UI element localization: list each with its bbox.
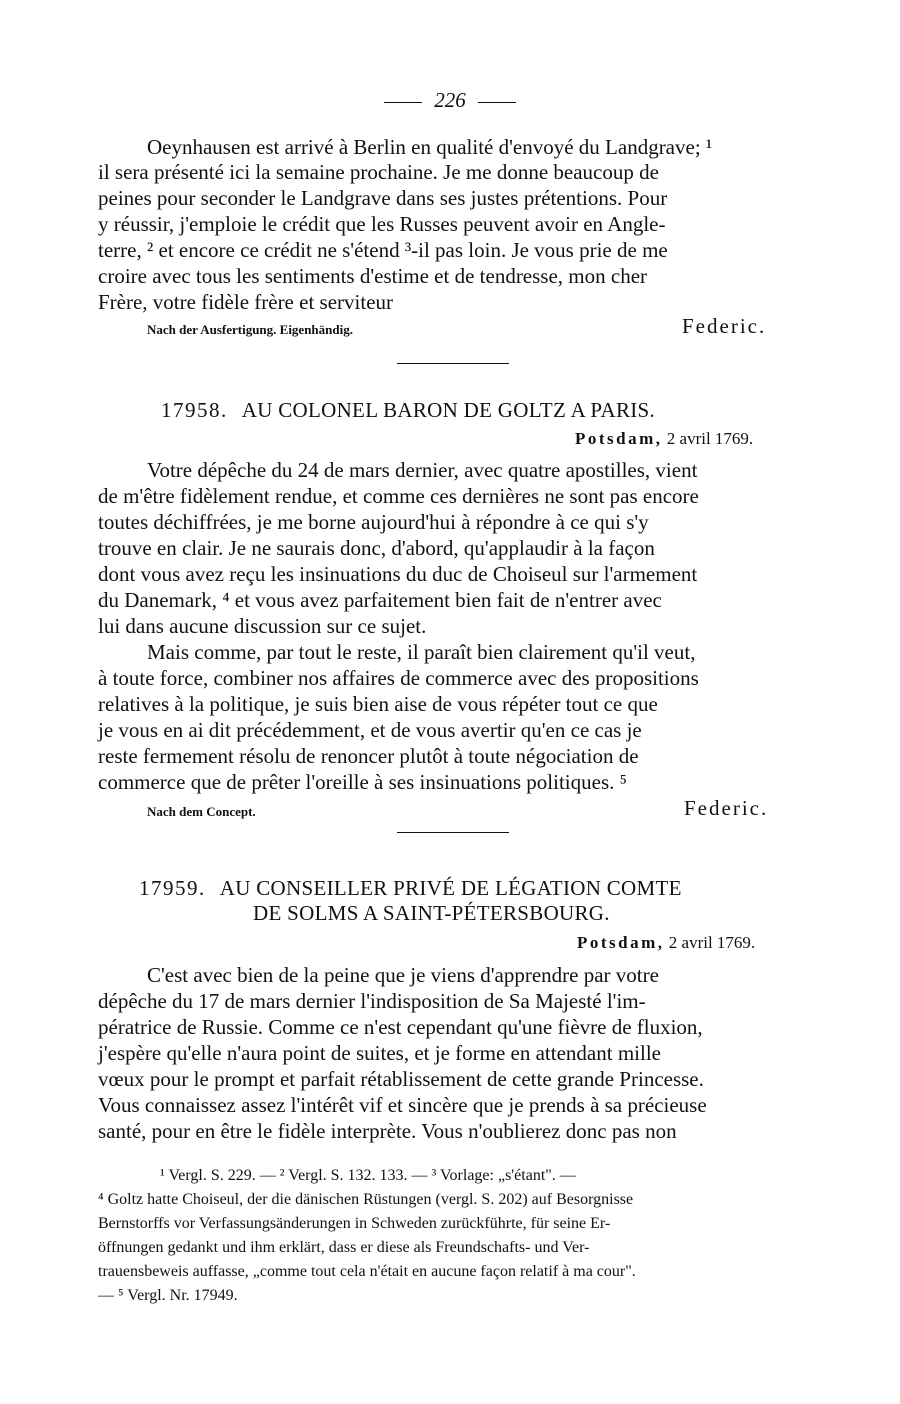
dateline [575, 429, 753, 449]
footnote-line: Bernstorffs vor Verfassungsänderungen in Schweden zurückführte, für seine Er- [98, 1215, 611, 1232]
section-divider [397, 832, 509, 833]
text-line: y réussir, j'emploie le crédit que les Russes peuvent avoir en Angle- [98, 212, 666, 236]
dateline-date: 2 avril 1769. [668, 933, 756, 952]
text-line: C'est avec bien de la peine que je viens d'apprendre par votre [147, 963, 659, 987]
text-line: dont vous avez reçu les insinuations du duc de Choiseul sur l'armement [98, 562, 698, 586]
text-line: reste fermement résolu de renoncer plutôt à toute négociation de [98, 744, 639, 768]
dateline [577, 933, 755, 953]
text-line: santé, pour en être le fidèle interprète. Vous n'oublierez donc pas non [98, 1119, 677, 1143]
text-line: toutes déchiffrées, je me borne aujourd'hui à répondre à ce qui s'y [98, 510, 649, 534]
text-line: Vous connaissez assez l'intérêt vif et sincère que je prends à sa précieuse [98, 1093, 707, 1117]
text-line: à toute force, combiner nos affaires de commerce avec des propositions [98, 666, 699, 690]
page-number-header [0, 88, 900, 113]
text-line: Oeynhausen est arrivé à Berlin en qualité d'envoyé du Landgrave; ¹ [147, 135, 713, 159]
text-line: vœux pour le prompt et parfait rétablissement de cette grande Princesse. [98, 1067, 704, 1091]
text-line: Votre dépêche du 24 de mars dernier, avec quatre apostilles, vient [147, 458, 698, 482]
signature: Federic. [684, 796, 769, 820]
footnote-line: — ⁵ Vergl. Nr. 17949. [98, 1287, 238, 1304]
dateline-place: Potsdam, [575, 429, 663, 448]
letter-title-line-1: AU CONSEILLER PRIVÉ DE LÉGATION COMTE [219, 876, 682, 900]
text-line: j'espère qu'elle n'aura point de suites, et je forme en attendant mille [98, 1041, 661, 1065]
text-line: je vous en ai dit précédemment, et de vous avertir qu'en ce cas je [98, 718, 642, 742]
dateline-place: Potsdam, [577, 933, 665, 952]
page-number: 226 [434, 88, 466, 112]
footnote-line: ⁴ Goltz hatte Choiseul, der die dänischen Rüstungen (vergl. S. 202) auf Besorgnisse [98, 1191, 634, 1208]
letter-title-line-2: DE SOLMS A SAINT-PÉTERSBOURG. [253, 901, 610, 925]
text-line: pératrice de Russie. Comme ce n'est cependant qu'une fièvre de fluxion, [98, 1015, 703, 1039]
source-note: Nach der Ausfertigung. Eigenhändig. [147, 322, 353, 337]
text-line: lui dans aucune discussion sur ce sujet. [98, 614, 427, 638]
text-line: trouve en clair. Je ne saurais donc, d'abord, qu'applaudir à la façon [98, 536, 655, 560]
text-line: du Danemark, ⁴ et vous avez parfaitement bien fait de n'entrer avec [98, 588, 662, 612]
signature: Federic. [682, 314, 767, 338]
text-line: commerce que de prêter l'oreille à ses insinuations politiques. ⁵ [98, 770, 627, 794]
text-line: peines pour seconder le Landgrave dans ses justes prétentions. Pour [98, 186, 668, 210]
text-line: de m'être fidèlement rendue, et comme ces dernières ne sont pas encore [98, 484, 699, 508]
letter-heading [161, 398, 655, 423]
footnote-line: ¹ Vergl. S. 229. — ² Vergl. S. 132. 133. — ³ Vorlage: „s'étant". — [160, 1167, 576, 1184]
letter-title: AU COLONEL BARON DE GOLTZ A PARIS. [241, 398, 656, 422]
letter-number: 17959. [139, 876, 206, 900]
letter-heading [139, 876, 682, 901]
header-dash-left [384, 102, 422, 103]
footnote-line: trauensbeweis auffasse, „comme tout cela n'était en aucune façon relatif à ma cour". [98, 1263, 636, 1280]
text-line: il sera présenté ici la semaine prochaine. Je me donne beaucoup de [98, 160, 659, 184]
letter-number: 17958. [161, 398, 228, 422]
text-line: Frère, votre fidèle frère et serviteur [98, 290, 394, 314]
source-note: Nach dem Concept. [147, 804, 256, 819]
section-divider [397, 363, 509, 364]
text-line: dépêche du 17 de mars dernier l'indisposition de Sa Majesté l'im- [98, 989, 646, 1013]
text-line: croire avec tous les sentiments d'estime et de tendresse, mon cher [98, 264, 648, 288]
header-dash-right [478, 102, 516, 103]
dateline-date: 2 avril 1769. [666, 429, 754, 448]
text-line: terre, ² et encore ce crédit ne s'étend ³-il pas loin. Je vous prie de me [98, 238, 668, 262]
text-line: Mais comme, par tout le reste, il paraît bien clairement qu'il veut, [147, 640, 696, 664]
footnote-line: öffnungen gedankt und ihm erklärt, dass er diese als Freundschafts- und Ver- [98, 1239, 590, 1256]
text-line: relatives à la politique, je suis bien aise de vous répéter tout ce que [98, 692, 658, 716]
